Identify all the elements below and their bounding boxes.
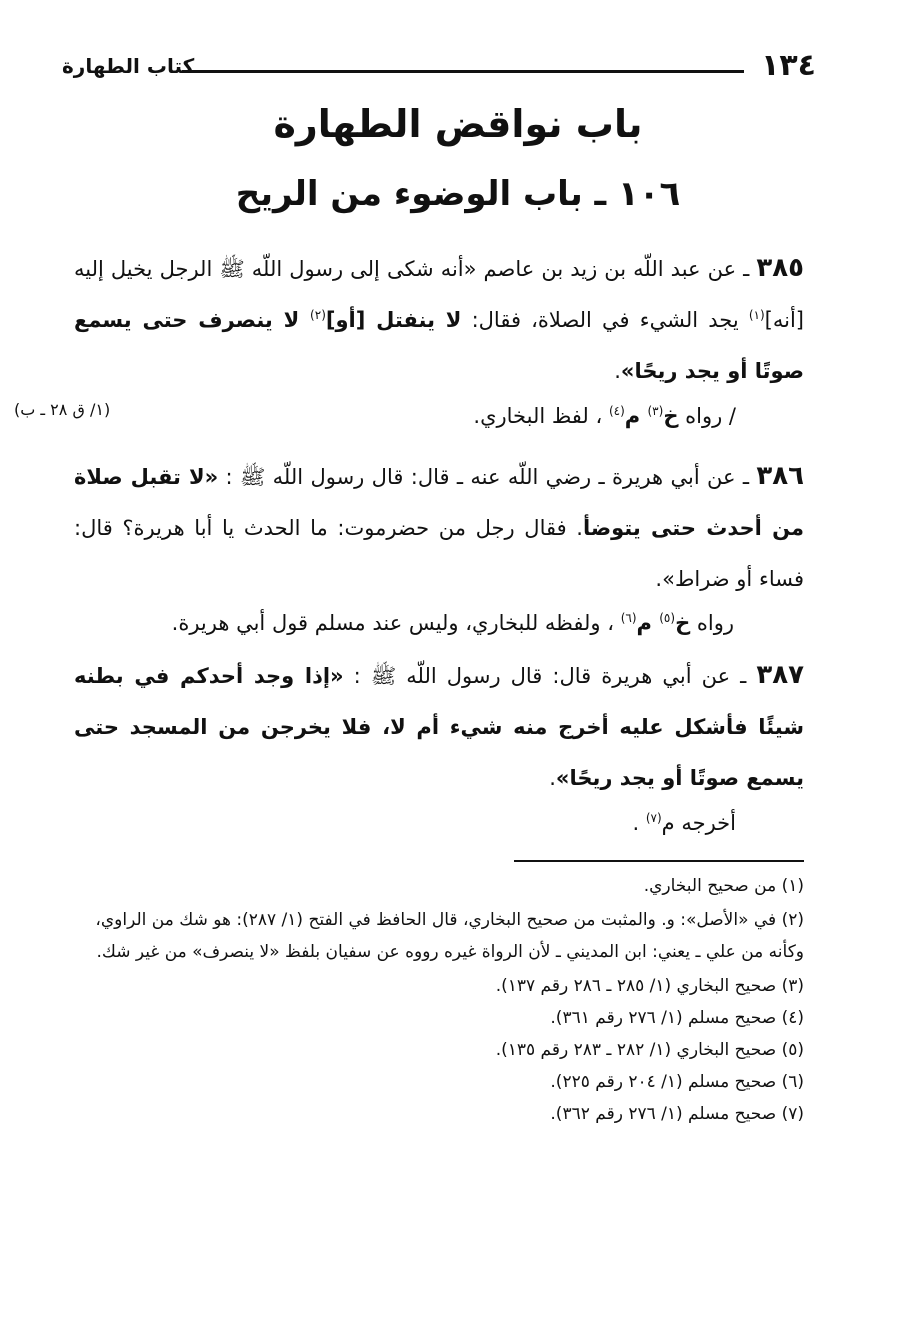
takhrij-386 [172,600,734,646]
footnote-4: (٤) صحيح مسلم (١/ ٢٧٦ رقم ٣٦١). [550,1008,804,1028]
note-text: أخرجه م [661,811,736,835]
hadith-number: ٣٨٧ [756,660,804,690]
hadith-text: ـ عن أبي هريرة قال: قال رسول اللّه ﷺ : [343,664,757,688]
hadith-text: . [614,359,621,383]
takhrij-387 [632,800,736,846]
footnote-3: (٣) صحيح البخاري (١/ ٢٨٥ ـ ٢٨٦ رقم ١٣٧). [495,976,804,996]
footnote-6: (٦) صحيح مسلم (١/ ٢٠٤ رقم ٢٢٥). [550,1072,804,1092]
note-text: ، لفظ البخاري. [473,404,609,428]
source-kh: خ [663,404,679,428]
footnote-ref: (٣) [647,404,664,418]
footnote-separator [514,860,804,862]
chapter-title: باب نواقض الطهارة [273,102,643,146]
hadith-matn: «لا تقبل صلاة من أحدث حتى يتوضأ [74,465,805,540]
page-number: ١٣٤ [761,48,816,83]
footnote-ref: (٢) [310,308,326,322]
hadith-text: . [549,766,556,790]
hadith-385 [74,243,804,397]
hadith-matn: لا ينصرف حتى يسمع صوتًا أو يجد ريحًا» [74,308,804,383]
hadith-387 [74,650,804,804]
footnote-ref: (٧) [645,811,662,825]
footnote-7: (٧) صحيح مسلم (١/ ٢٧٦ رقم ٣٦٢). [550,1104,804,1124]
page-header [62,48,816,88]
footnote-ref: (٥) [659,611,676,625]
footnote-5: (٥) صحيح البخاري (١/ ٢٨٢ ـ ٢٨٣ رقم ١٣٥). [495,1040,804,1060]
note-text: / رواه [678,404,736,428]
source-m: م [636,611,660,635]
takhrij-385 [473,393,736,439]
footnote-1: (١) من صحيح البخاري. [643,876,804,896]
margin-note: (١/ ق ٢٨ ـ ب) [14,400,111,419]
hadith-number: ٣٨٦ [756,461,805,491]
source-m: م [624,404,648,428]
hadith-386 [74,451,804,605]
footnote-2: (٢) في «الأصل»: و. والمثبت من صحيح البخاري، قال الحافظ في الفتح (١/ ٢٨٧): هو شك من الراوي، وكأنه من علي ـ يعني: ابن المديني ـ لأن الرواة غيره رووه عن سفيان بلفظ «لا ينصرف» من غير شك. [95,910,804,962]
hadith-text: ـ عن أبي هريرة ـ رضي اللّه عنه ـ قال: قال رسول اللّه ﷺ : [218,465,757,489]
hadith-number: ٣٨٥ [756,253,804,283]
footnote-ref: (٤) [608,404,625,418]
section-title: ١٠٦ ـ باب الوضوء من الريح [235,174,681,214]
footnote-ref: (٦) [620,611,637,625]
hadith-matn: «إذا وجد أحدكم في بطنه شيئًا فأشكل عليه أخرج منه شيء أم لا، فلا يخرجن من المسجد حتى يسمع صوتًا أو يجد ريحًا» [74,664,804,790]
hadith-text: يجد الشيء في الصلاة، فقال: [461,308,749,332]
note-text: . [632,811,646,835]
hadith-text: . فقال رجل من حضرموت: ما الحدث يا أبا هريرة؟ قال: فساء أو ضراط». [74,516,804,591]
hadith-matn: لا ينفتل [أو] [325,308,462,332]
hadith-text: ـ عن عبد اللّه بن زيد بن عاصم «أنه شكى إلى رسول اللّه ﷺ الرجل يخيل إليه [أنه] [74,257,804,332]
footnote-ref: (١) [748,308,765,322]
note-text: رواه [690,611,734,635]
source-kh: خ [675,611,691,635]
footnotes [74,872,804,1132]
running-title: كتاب الطهارة [62,54,195,78]
header-rule [182,70,744,73]
note-text: ، ولفظه للبخاري، وليس عند مسلم قول أبي هريرة. [171,611,621,635]
